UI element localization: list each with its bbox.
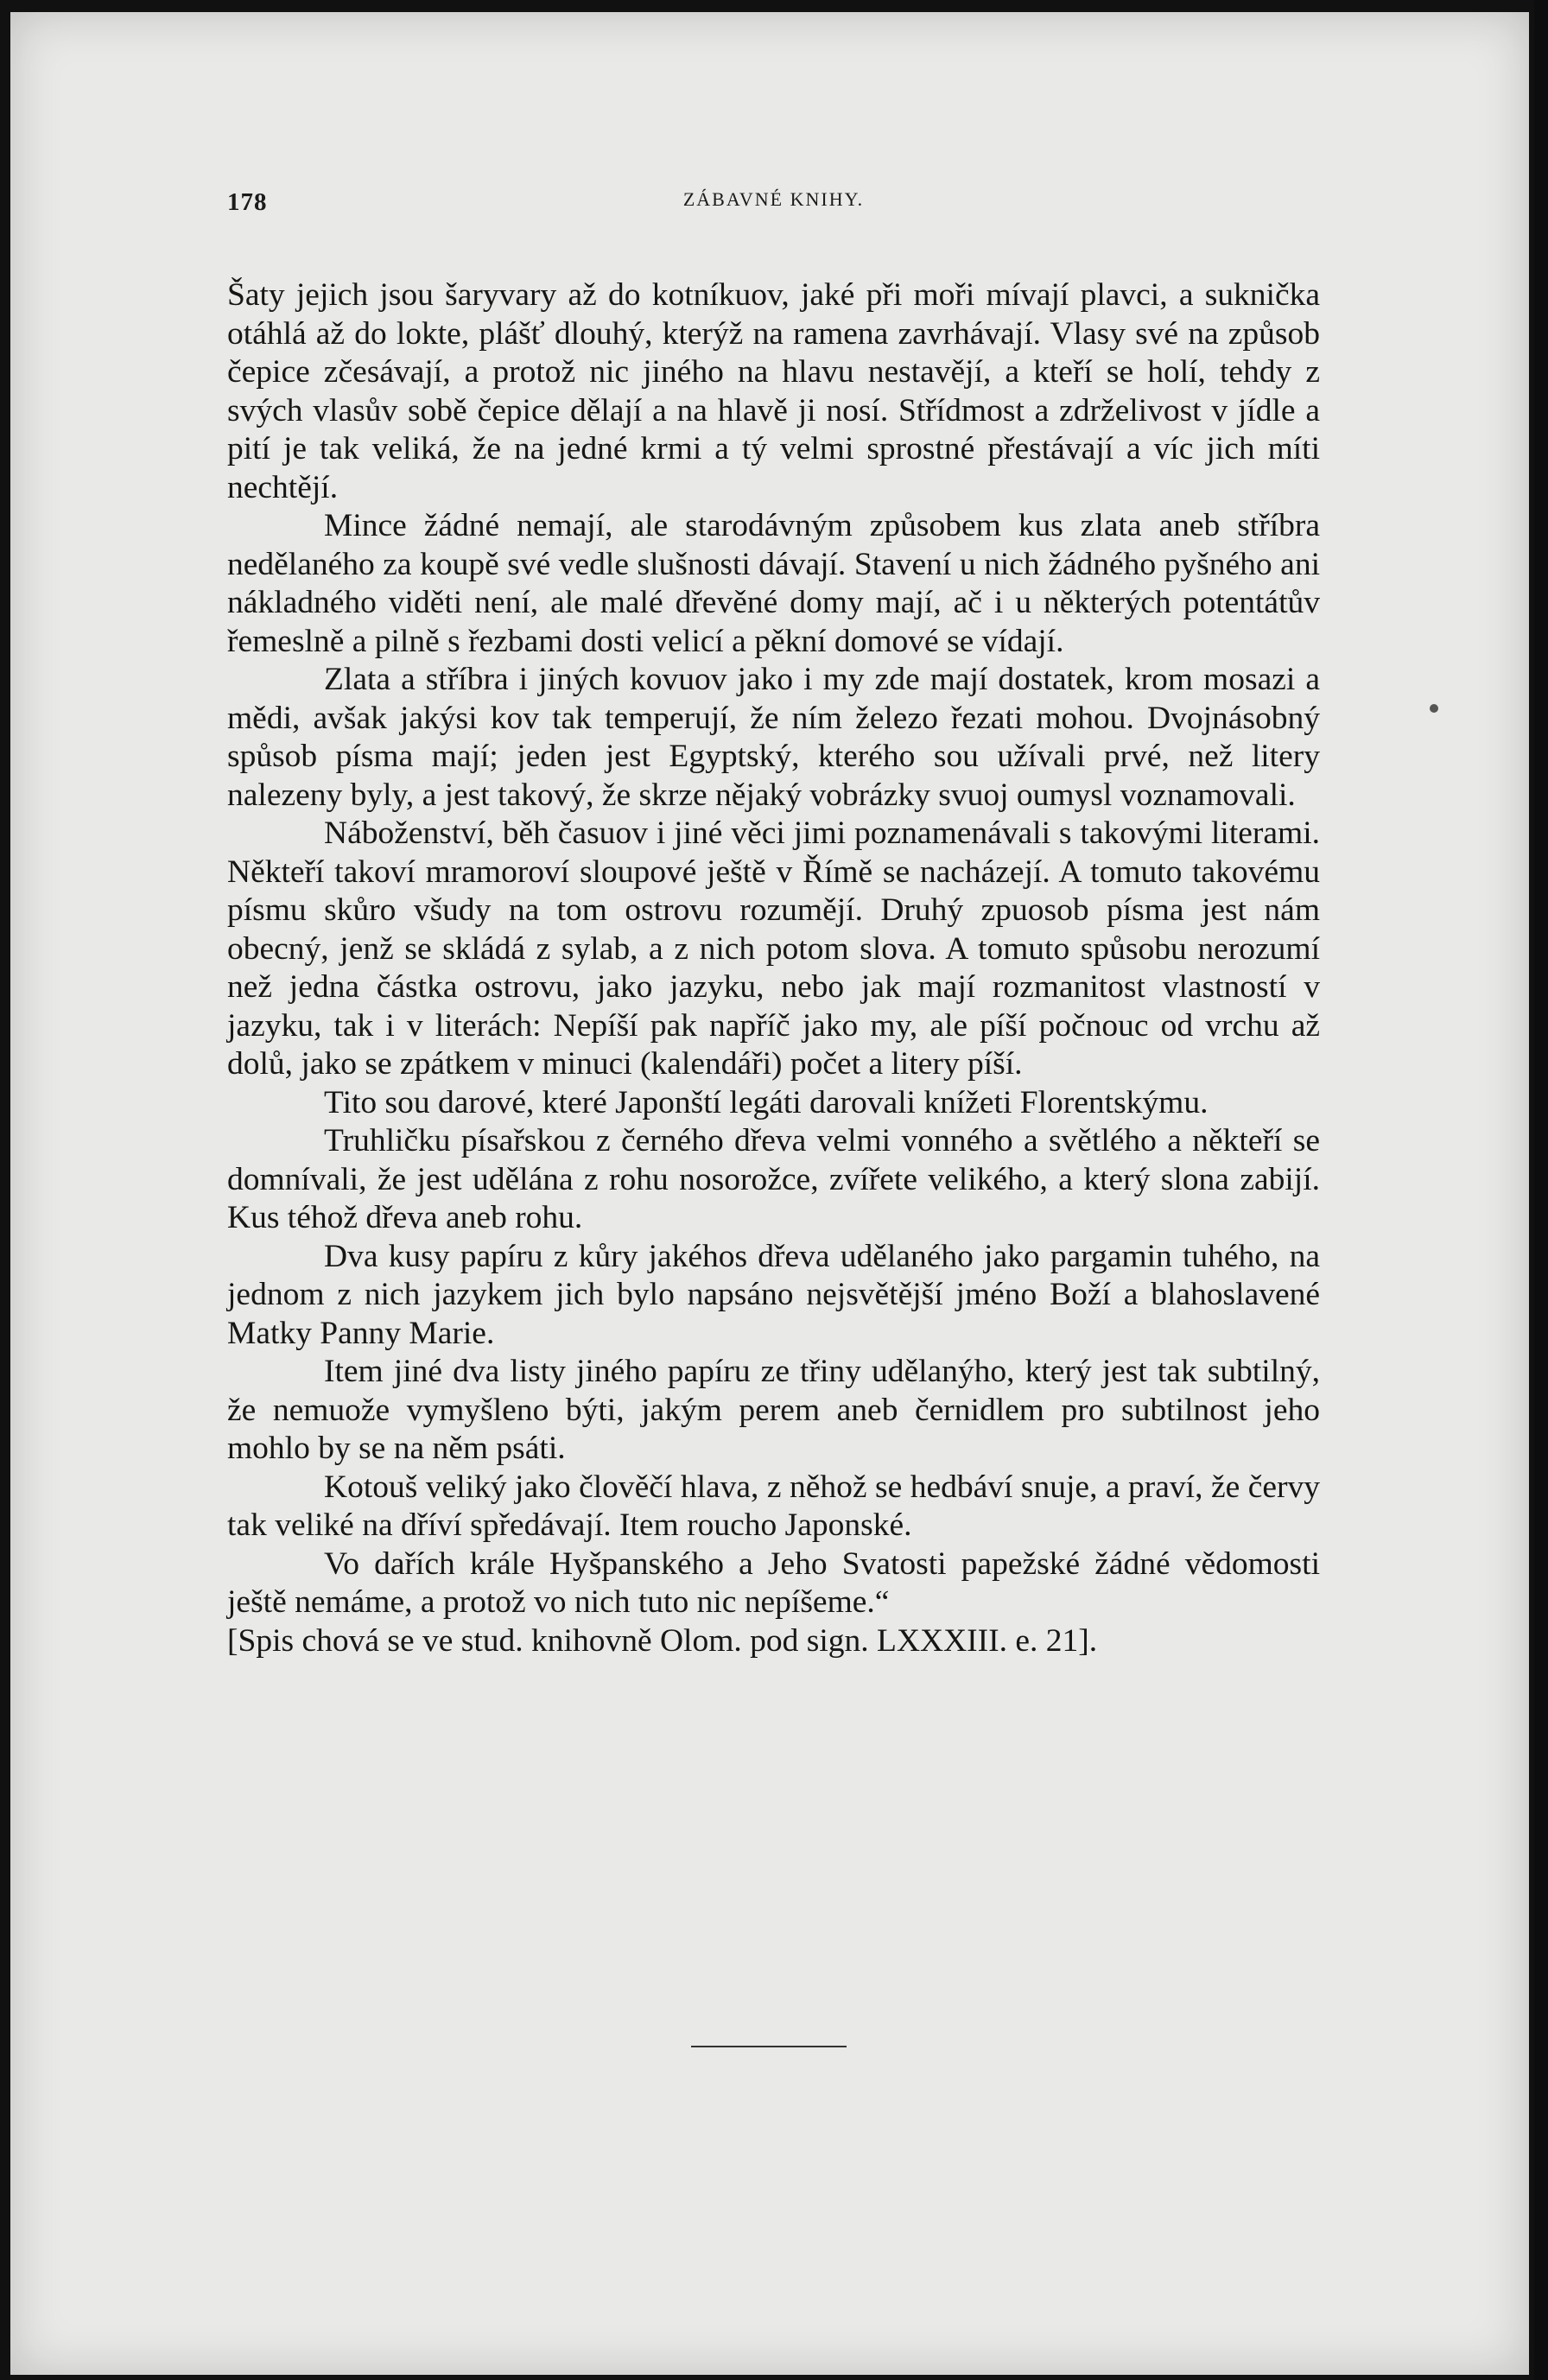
paragraph: Tito sou darové, které Japonští legáti darovali knížeti Florentskýmu.: [324, 1084, 1209, 1120]
running-title: ZÁBAVNÉ KNIHY.: [682, 188, 865, 210]
paragraph: Vo dařích krále Hyšpanského a Jeho Svatosti papežské žádné vědomosti ještě nemáme, a protož vo nich tuto nic nepíšeme.“: [227, 1545, 1320, 1620]
paragraph: Truhličku písařskou z černého dřeva velmi vonného a světlého a někteří se domnívali, že jest udělána z rohu nosorožce, zvířete velikého, a který slona zabijí. Kus téhož dřeva aneb rohu.: [227, 1123, 1320, 1235]
paragraph: Item jiné dva listy jiného papíru ze třiny udělanýho, který jest tak subtilný, že nemuože vymyšleno býti, jakým perem aneb černidlem pro subtilnost jeho mohlo by se na něm psáti.: [227, 1354, 1320, 1466]
paragraph: Dva kusy papíru z kůry jakéhos dřeva udělaného jako pargamin tuhého, na jednom z nich jazykem jich bylo napsáno nejsvětější jméno Boží a blahoslavené Matky Panny Marie.: [227, 1238, 1320, 1351]
paragraph: Zlata a stříbra i jiných kovuov jako i my zde mají dostatek, krom mosazi a mědi, avšak jakýsi kov tak temperují, že ním železo řezati mohou. Dvojnásobný spůsob písma mají; jeden jest Egyptský, kterého sou užívali prvé, než litery nalezeny byly, a jest takový, že skrze nějaký vobrázky svuoj oumysl voznamovali.: [227, 662, 1320, 813]
body-text: [227, 276, 1320, 1660]
scan-edge: [1534, 0, 1548, 2380]
paragraph: Mince žádné nemají, ale starodávným způsobem kus zlata aneb stříbra nedělaného za koupě své vedle slušnosti dávají. Stavení u nich žádného pyšného ani nákladného viděti není, ale malé dřevěné domy mají, ač i u některých potentátův řemeslně a pilně s řezbami dosti velicí a pěkní domové se vídají.: [227, 508, 1320, 659]
page-number: 178: [227, 188, 268, 216]
paragraph: Náboženství, běh časuov i jiné věci jimi poznamenávali s takovými literami. Někteří takoví mramoroví sloupové ještě v Římě se nacházejí. A tomuto takovému písmu skůro všudy na tom ostrovu rozumějí. Druhý zpuosob písma jest nám obecný, jenž se skládá z sylab, a z nich potom slova. A tomuto spůsobu nerozumí než jedna částka ostrovu, jako jazyku, nebo jak mají rozmanitost vlastností v jazyku, tak i v literách: Nepíší pak napříč jako my, ale píší počnouc od vrchu až dolů, jako se zpátkem v minuci (kalendáři) počet a litery píší.: [227, 816, 1320, 1082]
closing-rule: [691, 2046, 847, 2047]
page-header: [227, 181, 1320, 225]
paragraph: Kotouš veliký jako člověčí hlava, z něhož se hedbáví snuje, a praví, že červy tak veliké na dříví spředávají. Item roucho Japonské.: [227, 1469, 1320, 1543]
scan-speck: [1430, 704, 1438, 713]
citation: [Spis chová se ve stud. knihovně Olom. pod sign. LXXXIII. e. 21].: [227, 1622, 1098, 1659]
paragraph: Šaty jejich jsou šaryvary až do kotníkuov, jaké při moři mívají plavci, a suknička otáhlá až do lokte, plášť dlouhý, kterýž na ramena zavrhávají. Vlasy své na způsob čepice zčesávají, a protož nic jiného na hlavu nestavějí, a kteří se holí, tehdy z svých vlasův sobě čepice dělají a na hlavě ji nosí. Střídmost a zdrželivost v jídle a pití je tak veliká, že na jedné krmi a tý velmi sprostné přestávají a víc jich míti nechtějí.: [227, 277, 1320, 505]
